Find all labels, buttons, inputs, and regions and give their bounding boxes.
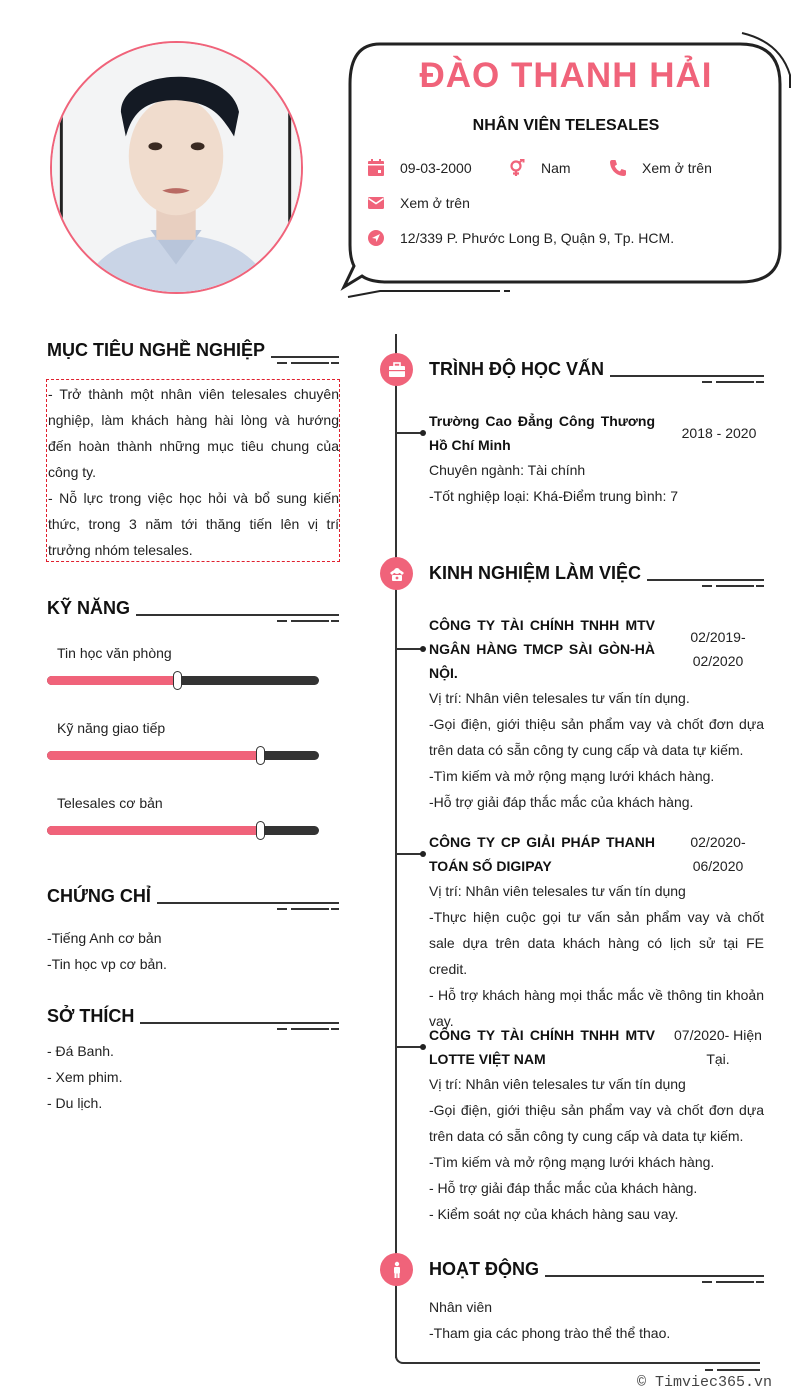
experience-line: Vị trí: Nhân viên telesales tư vấn tín dụng [429,883,686,899]
section-skills-title [47,598,339,619]
section-heading: TRÌNH ĐỘ HỌC VẤN [429,359,604,379]
avatar [50,41,303,294]
skill-fill [47,751,261,760]
info-address [366,228,674,248]
birthday-value: 09-03-2000 [400,160,472,176]
hobby-item: - Đá Banh. [47,1043,114,1059]
heading-underline [136,614,339,616]
telephone-user-icon [380,557,413,590]
section-heading: SỞ THÍCH [47,1006,135,1026]
section-activities-title [429,1259,764,1280]
experience-line: -Thực hiện cuộc gọi tư vấn sản phẩm vay và chốt sale dựa trên data khách hàng có lịch sử tại FE credit. [429,909,764,977]
objective-text [46,379,340,562]
heading-underline [157,902,339,904]
timeline-branch [397,853,424,855]
info-gender [507,158,571,178]
skill-fill [47,676,178,685]
section-heading: HOẠT ĐỘNG [429,1259,539,1279]
timeline-line [395,334,397,1358]
company-name: CÔNG TY TÀI CHÍNH TNHH MTV LOTTE VIỆT NAM [429,1027,655,1067]
header-card [350,42,782,284]
section-experience-title [429,563,764,584]
phone-value: Xem ở trên [642,160,712,176]
experience-line: - Hỗ trợ khách hàng mọi thắc mắc về thông tin khoản vay. [429,987,764,1029]
education-line: Chuyên ngành: Tài chính [429,462,586,478]
skill-knob[interactable] [256,821,265,840]
certificate-item: -Tiếng Anh cơ bản [47,930,162,946]
phone-icon [608,158,628,178]
heading-underline [610,375,764,377]
school-name: Trường Cao Đẳng Công Thương Hồ Chí Minh [429,413,655,453]
calendar-icon [366,158,386,178]
company-name: CÔNG TY CP GIẢI PHÁP THANH TOÁN SỐ DIGIPAY [429,834,655,874]
address-value: 12/339 P. Phước Long B, Quận 9, Tp. HCM. [400,230,675,246]
experience-line: -Hỗ trợ giải đáp thắc mắc của khách hàng. [429,794,694,810]
job-title: NHÂN VIÊN TELESALES [472,117,660,134]
hobbies-list [47,1038,122,1116]
section-heading: KỸ NĂNG [47,598,131,618]
experience-line: - Hỗ trợ giải đáp thắc mắc của khách hàng. [429,1180,698,1196]
hobby-item: - Xem phim. [47,1069,123,1085]
activity-line: Nhân viên [429,1299,493,1315]
heading-underline [545,1275,764,1277]
experience-line: -Tìm kiếm và mở rộng mạng lưới khách hàng. [429,768,715,784]
activities-details [429,1294,764,1346]
email-icon [366,193,386,213]
heading-underline [271,356,339,358]
certificate-item: -Tin học vp cơ bản. [47,956,167,972]
location-icon [366,228,386,248]
info-phone[interactable] [608,158,712,178]
section-education-title [429,359,764,380]
section-heading: CHỨNG CHỈ [47,886,151,906]
education-details [429,457,764,509]
experience-date: 02/2019- 02/2020 [690,629,746,669]
company-name: CÔNG TY TÀI CHÍNH TNHH MTV NGÂN HÀNG TMCP SÀI GÒN-HÀ NỘI. [429,617,655,681]
timeline-branch [397,1046,424,1048]
experience-details [429,685,764,815]
gender-value: Nam [541,160,571,176]
gender-icon [507,158,527,178]
skill-slider[interactable] [47,826,319,835]
section-heading: KINH NGHIỆM LÀM VIỆC [429,563,642,583]
skill-label: Telesales cơ bản [57,795,163,811]
skill-knob[interactable] [173,671,182,690]
experience-date: 07/2020- Hiện Tại. [674,1027,762,1067]
person-icon [380,1253,413,1286]
experience-details [429,1071,764,1227]
watermark: © Timviec365.vn [636,1374,772,1391]
email-value: Xem ở trên [400,195,470,211]
info-birthday [366,158,472,178]
objective-line: - Nỗ lực trong việc học hỏi và bổ sung kiến thức, trong 3 năm tới thăng tiến lên vị trí trưởng nhóm telesales. [48,490,339,558]
section-objective-title [47,340,339,361]
education-line: -Tốt nghiệp loại: Khá-Điểm trung bình: 7 [429,488,679,504]
timeline-branch [397,648,424,650]
education-date: 2018 - 2020 [681,425,757,441]
experience-line: -Tìm kiếm và mở rộng mạng lưới khách hàng. [429,1154,715,1170]
skill-knob[interactable] [256,746,265,765]
skill-slider[interactable] [47,676,319,685]
heading-underline [140,1022,339,1024]
certificates-list [47,925,167,977]
timeline-end [395,1352,760,1364]
hobby-item: - Du lịch. [47,1095,103,1111]
experience-line: -Gọi điện, giới thiệu sản phẩm vay và chốt đơn dựa trên data có sẵn công ty cung cấp và data tự kiếm. [429,716,764,758]
section-heading: MỤC TIÊU NGHỀ NGHIỆP [47,340,266,360]
activity-line: -Tham gia các phong trào thể thể thao. [429,1325,671,1341]
section-certificates-title [47,886,339,907]
timeline-branch [397,432,424,434]
info-email[interactable] [366,193,470,213]
briefcase-icon [380,353,413,386]
objective-line: - Trở thành một nhân viên telesales chuyên nghiệp, làm khách hàng hài lòng và hướng đến hoàn thành những mục tiêu chung của công ty. [48,386,339,480]
experience-date: 02/2020- 06/2020 [690,834,746,874]
profile-photo [52,43,301,292]
section-hobbies-title [47,1006,339,1027]
experience-line: Vị trí: Nhân viên telesales tư vấn tín dụng. [429,690,690,706]
skill-label: Kỹ năng giao tiếp [57,720,166,736]
heading-underline [647,579,764,581]
experience-line: Vị trí: Nhân viên telesales tư vấn tín dụng [429,1076,686,1092]
experience-line: -Gọi điện, giới thiệu sản phẩm vay và chốt đơn dựa trên data có sẵn công ty cung cấp và data tự kiếm. [429,1102,764,1144]
experience-line: - Kiểm soát nợ của khách hàng sau vay. [429,1206,679,1222]
skill-label: Tin học văn phòng [57,645,172,661]
skill-slider[interactable] [47,751,319,760]
skill-fill [47,826,261,835]
candidate-name: ĐÀO THANH HẢI [419,56,713,95]
timeline-end-dash [705,1369,760,1371]
experience-details [429,878,764,1034]
